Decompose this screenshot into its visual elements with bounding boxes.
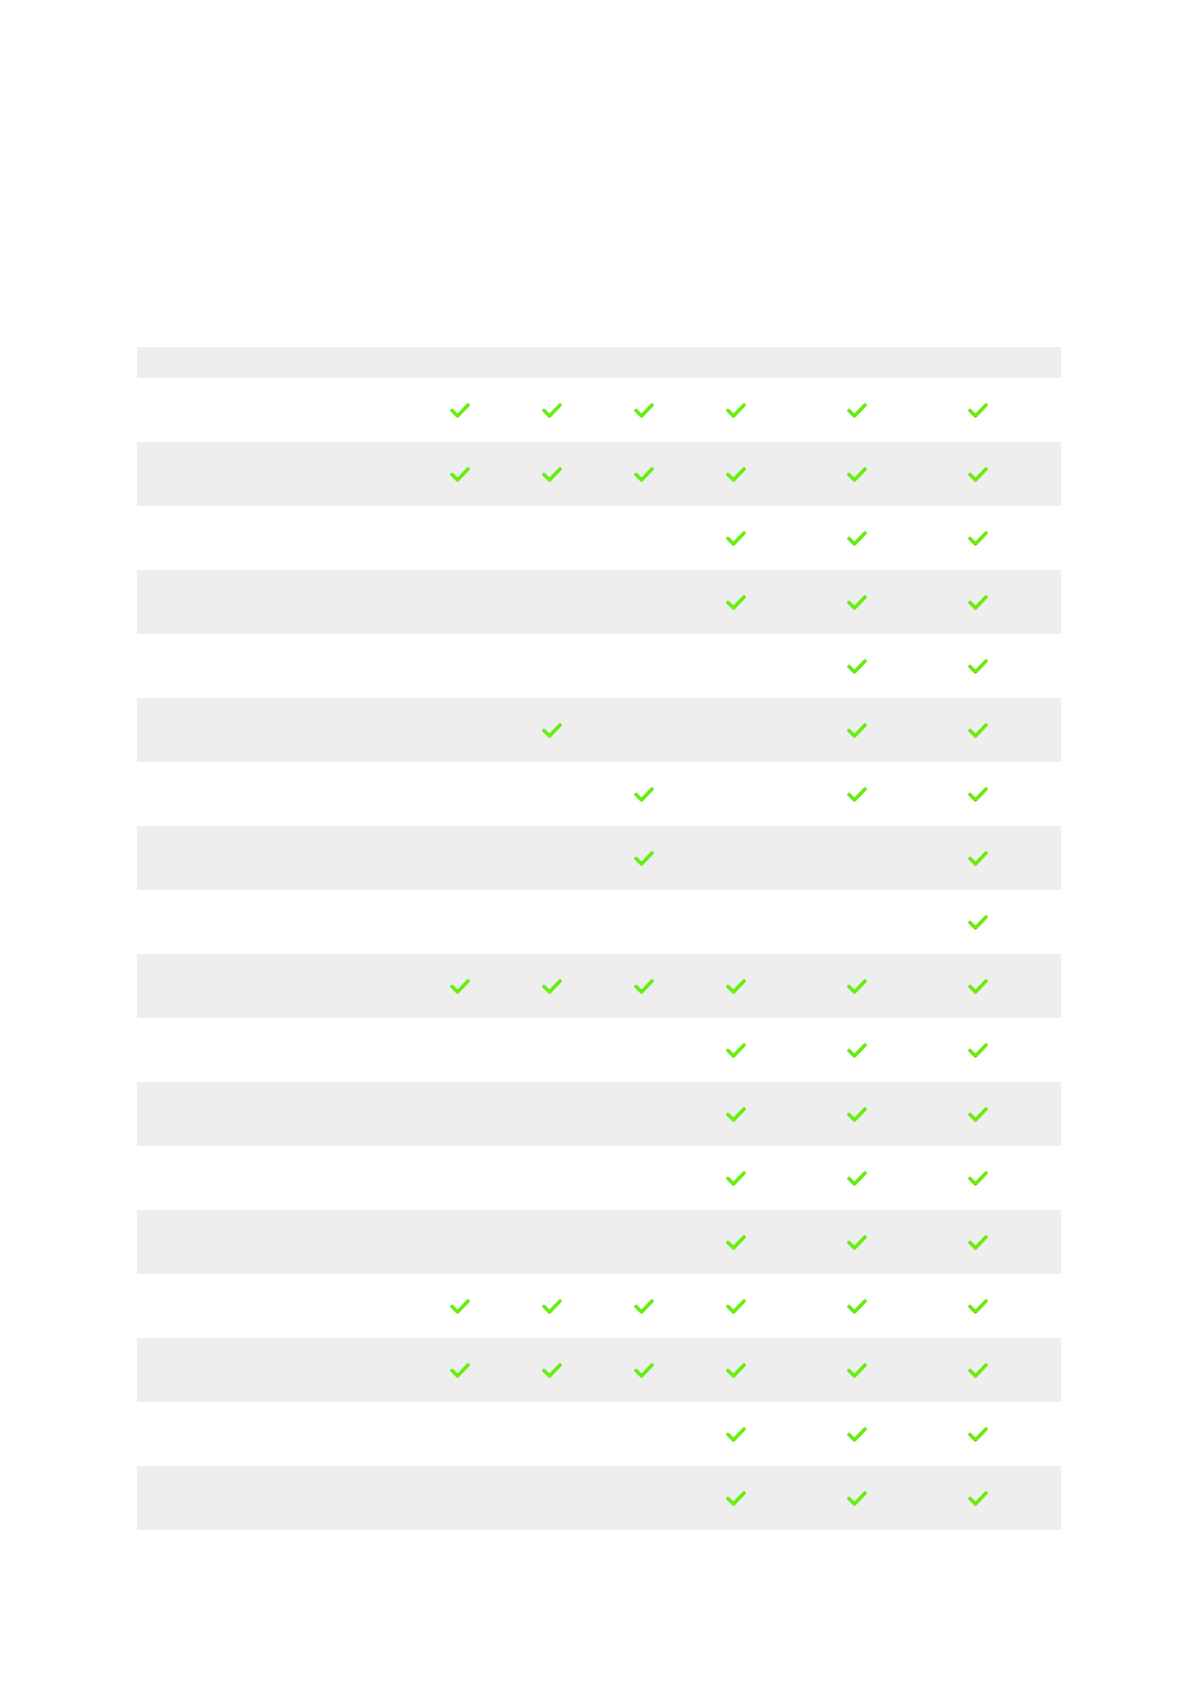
table-row [137, 890, 1061, 954]
table-cell [532, 698, 572, 762]
table-cell [958, 378, 998, 442]
checkmark-icon [967, 913, 989, 931]
table-cell [440, 634, 480, 698]
table-cell [958, 698, 998, 762]
table-cell [440, 762, 480, 826]
table-cell [958, 1146, 998, 1210]
feature-comparison-table [137, 347, 1061, 1530]
checkmark-icon [449, 1297, 471, 1315]
table-row [137, 954, 1061, 1018]
table-cell [716, 1274, 756, 1338]
table-cell [440, 954, 480, 1018]
checkmark-icon [725, 1489, 747, 1507]
table-cell [532, 954, 572, 1018]
table-cell [837, 442, 877, 506]
table-row [137, 698, 1061, 762]
table-cell [958, 1466, 998, 1530]
table-cell [837, 1274, 877, 1338]
table-cell [440, 890, 480, 954]
table-cell [837, 954, 877, 1018]
table-cell [837, 890, 877, 954]
table-cell [440, 1338, 480, 1402]
table-cell [837, 378, 877, 442]
checkmark-icon [846, 785, 868, 803]
table-cell [440, 570, 480, 634]
table-cell [440, 442, 480, 506]
checkmark-icon [725, 401, 747, 419]
checkmark-icon [846, 593, 868, 611]
table-cell [716, 890, 756, 954]
checkmark-icon [633, 401, 655, 419]
table-cell [837, 762, 877, 826]
checkmark-icon [449, 465, 471, 483]
table-cell [837, 826, 877, 890]
checkmark-icon [541, 401, 563, 419]
table-cell [532, 1018, 572, 1082]
table-cell [624, 698, 664, 762]
checkmark-icon [725, 1361, 747, 1379]
table-cell [716, 1402, 756, 1466]
table-cell [716, 762, 756, 826]
table-cell [532, 506, 572, 570]
checkmark-icon [725, 529, 747, 547]
checkmark-icon [967, 401, 989, 419]
table-cell [624, 1466, 664, 1530]
checkmark-icon [967, 657, 989, 675]
table-cell [440, 826, 480, 890]
table-cell [440, 1146, 480, 1210]
checkmark-icon [846, 529, 868, 547]
table-cell [440, 1466, 480, 1530]
checkmark-icon [449, 977, 471, 995]
table-cell [837, 1402, 877, 1466]
table-cell [837, 1338, 877, 1402]
table-cell [716, 506, 756, 570]
table-cell [716, 698, 756, 762]
table-row [137, 570, 1061, 634]
table-cell [440, 1018, 480, 1082]
table-cell [624, 1274, 664, 1338]
checkmark-icon [449, 401, 471, 419]
checkmark-icon [633, 465, 655, 483]
table-row [137, 1018, 1061, 1082]
table-cell [624, 442, 664, 506]
table-cell [532, 378, 572, 442]
table-cell [837, 1146, 877, 1210]
table-cell [716, 1082, 756, 1146]
checkmark-icon [967, 1041, 989, 1059]
table-cell [624, 1338, 664, 1402]
table-cell [958, 1018, 998, 1082]
checkmark-icon [846, 465, 868, 483]
table-cell [532, 1146, 572, 1210]
table-row [137, 506, 1061, 570]
checkmark-icon [541, 1361, 563, 1379]
checkmark-icon [967, 721, 989, 739]
table-cell [624, 826, 664, 890]
table-cell [958, 1274, 998, 1338]
table-cell [532, 634, 572, 698]
table-cell [716, 634, 756, 698]
table-cell [716, 1018, 756, 1082]
checkmark-icon [967, 1489, 989, 1507]
checkmark-icon [725, 1105, 747, 1123]
table-cell [837, 698, 877, 762]
checkmark-icon [967, 849, 989, 867]
table-row [137, 1274, 1061, 1338]
table-cell [624, 1018, 664, 1082]
checkmark-icon [967, 1425, 989, 1443]
table-cell [532, 1274, 572, 1338]
table-cell [440, 1210, 480, 1274]
checkmark-icon [967, 977, 989, 995]
table-cell [624, 1402, 664, 1466]
table-cell [440, 1274, 480, 1338]
table-cell [532, 762, 572, 826]
table-cell [958, 1082, 998, 1146]
checkmark-icon [725, 1233, 747, 1251]
checkmark-icon [725, 593, 747, 611]
checkmark-icon [541, 721, 563, 739]
checkmark-icon [541, 465, 563, 483]
table-cell [716, 826, 756, 890]
table-cell [532, 570, 572, 634]
checkmark-icon [725, 1425, 747, 1443]
checkmark-icon [633, 977, 655, 995]
table-cell [624, 890, 664, 954]
table-row [137, 1338, 1061, 1402]
table-cell [440, 1082, 480, 1146]
table-cell [837, 570, 877, 634]
table-cell [532, 1466, 572, 1530]
table-row [137, 1146, 1061, 1210]
table-cell [532, 442, 572, 506]
table-cell [958, 1402, 998, 1466]
table-cell [624, 570, 664, 634]
table-cell [440, 378, 480, 442]
table-cell [624, 506, 664, 570]
table-cell [716, 378, 756, 442]
table-cell [716, 1210, 756, 1274]
table-cell [532, 826, 572, 890]
checkmark-icon [541, 977, 563, 995]
checkmark-icon [725, 977, 747, 995]
table-row [137, 378, 1061, 442]
table-row [137, 1210, 1061, 1274]
checkmark-icon [846, 401, 868, 419]
table-row [137, 442, 1061, 506]
checkmark-icon [846, 657, 868, 675]
checkmark-icon [449, 1361, 471, 1379]
checkmark-icon [846, 1361, 868, 1379]
table-cell [837, 1466, 877, 1530]
table-cell [837, 1082, 877, 1146]
table-cell [958, 570, 998, 634]
table-cell [532, 1082, 572, 1146]
checkmark-icon [967, 1105, 989, 1123]
table-cell [716, 1338, 756, 1402]
checkmark-icon [967, 1361, 989, 1379]
table-row [137, 1082, 1061, 1146]
table-cell [837, 1210, 877, 1274]
table-cell [958, 1210, 998, 1274]
checkmark-icon [846, 977, 868, 995]
checkmark-icon [967, 1233, 989, 1251]
table-cell [958, 442, 998, 506]
table-cell [624, 634, 664, 698]
table-row [137, 1466, 1061, 1530]
checkmark-icon [846, 1489, 868, 1507]
table-cell [624, 954, 664, 1018]
table-cell [716, 1466, 756, 1530]
checkmark-icon [967, 593, 989, 611]
table-cell [440, 506, 480, 570]
table-cell [716, 954, 756, 1018]
table-cell [958, 1338, 998, 1402]
table-cell [624, 762, 664, 826]
table-cell [532, 1210, 572, 1274]
table-cell [532, 1402, 572, 1466]
table-cell [837, 506, 877, 570]
table-cell [624, 1082, 664, 1146]
checkmark-icon [967, 785, 989, 803]
checkmark-icon [725, 1297, 747, 1315]
checkmark-icon [725, 1041, 747, 1059]
table-header-row [137, 347, 1061, 378]
checkmark-icon [725, 1169, 747, 1187]
checkmark-icon [846, 721, 868, 739]
table-cell [440, 698, 480, 762]
checkmark-icon [846, 1169, 868, 1187]
table-cell [716, 570, 756, 634]
table-body [137, 378, 1061, 1530]
checkmark-icon [633, 1361, 655, 1379]
checkmark-icon [633, 785, 655, 803]
table-cell [440, 1402, 480, 1466]
checkmark-icon [967, 465, 989, 483]
checkmark-icon [967, 1169, 989, 1187]
table-cell [532, 890, 572, 954]
table-cell [958, 954, 998, 1018]
checkmark-icon [967, 1297, 989, 1315]
table-row [137, 762, 1061, 826]
table-row [137, 634, 1061, 698]
table-cell [958, 826, 998, 890]
checkmark-icon [633, 1297, 655, 1315]
table-row [137, 1402, 1061, 1466]
table-cell [958, 890, 998, 954]
checkmark-icon [846, 1105, 868, 1123]
table-cell [958, 506, 998, 570]
table-cell [532, 1338, 572, 1402]
checkmark-icon [967, 529, 989, 547]
checkmark-icon [846, 1425, 868, 1443]
table-cell [837, 1018, 877, 1082]
table-row [137, 826, 1061, 890]
checkmark-icon [846, 1233, 868, 1251]
table-cell [958, 762, 998, 826]
checkmark-icon [541, 1297, 563, 1315]
checkmark-icon [846, 1041, 868, 1059]
table-cell [837, 634, 877, 698]
table-cell [716, 1146, 756, 1210]
table-cell [624, 1210, 664, 1274]
table-cell [716, 442, 756, 506]
table-cell [624, 1146, 664, 1210]
checkmark-icon [846, 1297, 868, 1315]
checkmark-icon [633, 849, 655, 867]
table-cell [958, 634, 998, 698]
table-cell [624, 378, 664, 442]
checkmark-icon [725, 465, 747, 483]
